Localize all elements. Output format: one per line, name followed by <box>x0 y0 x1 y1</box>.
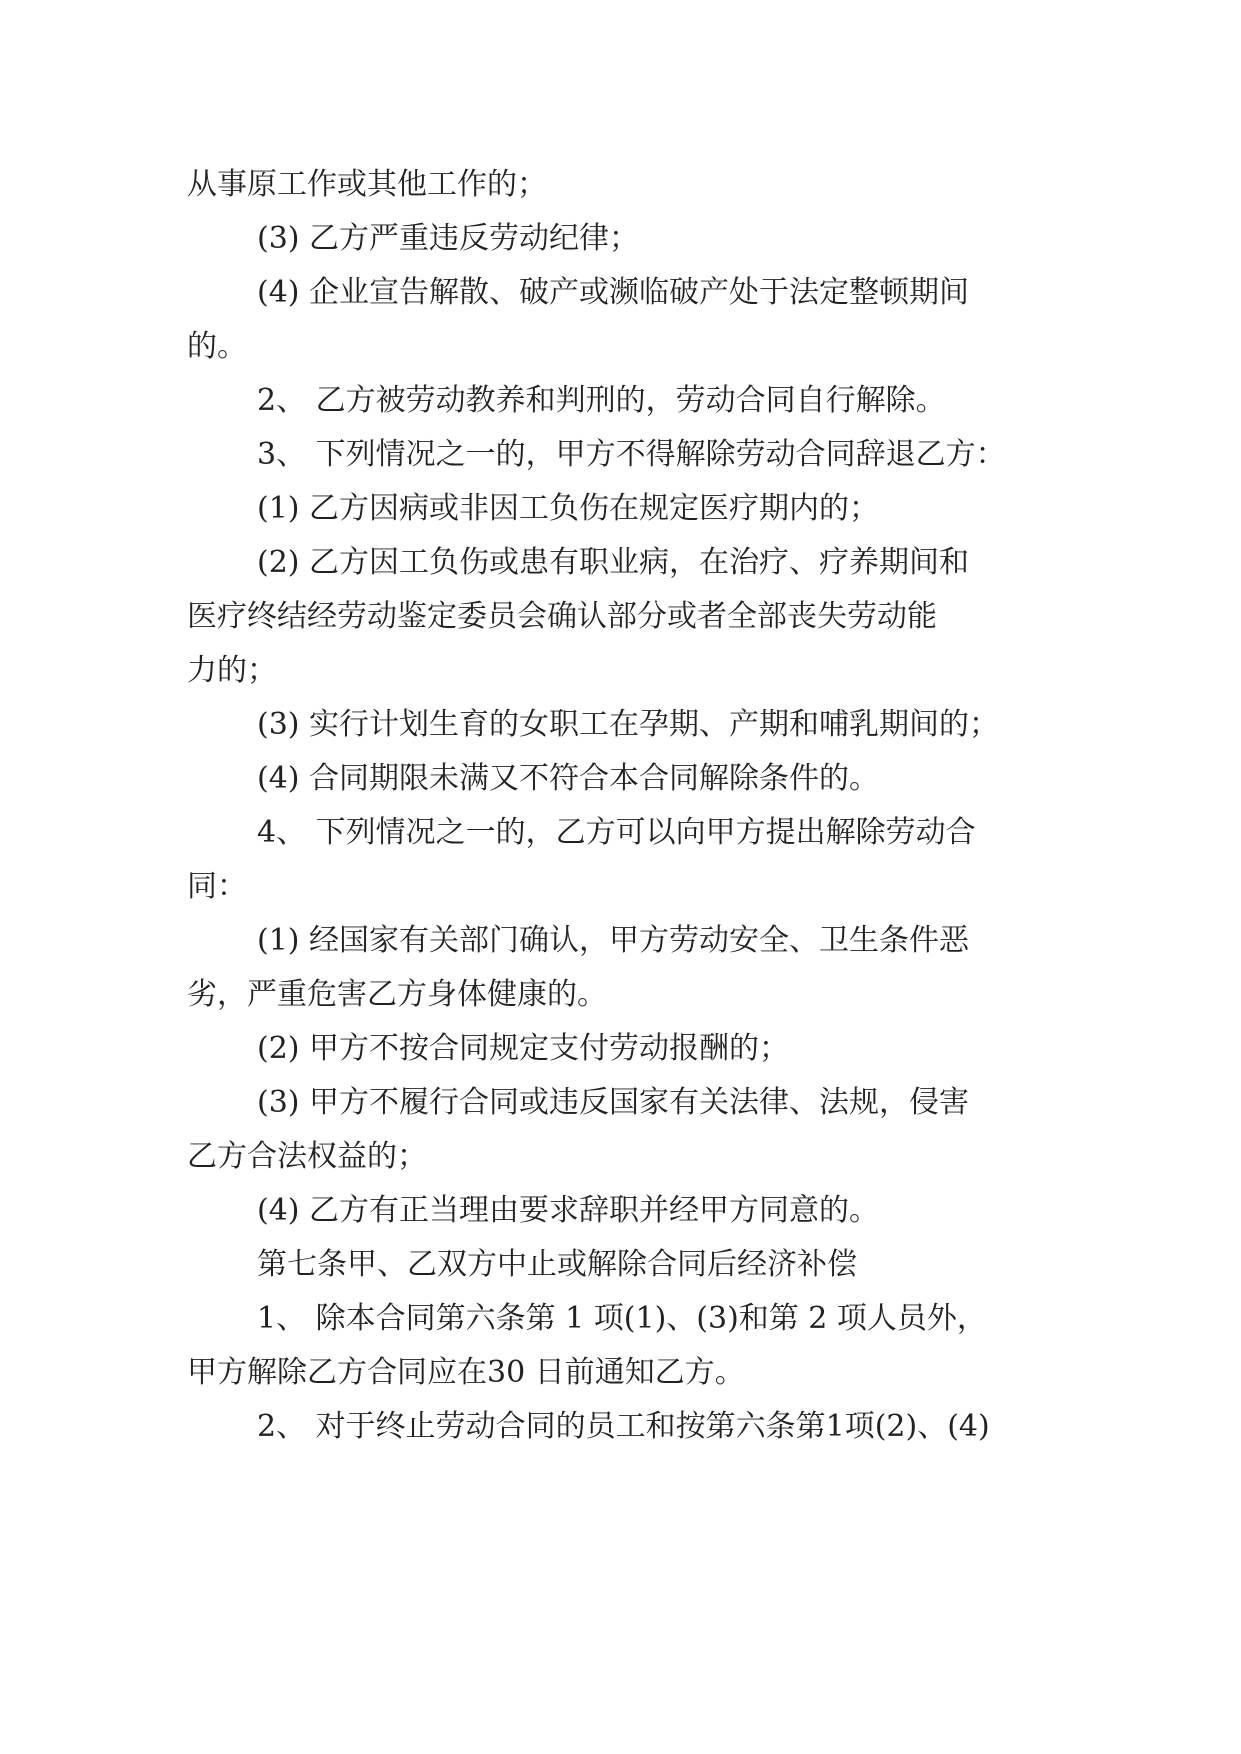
text-line: 同： <box>187 869 247 904</box>
text-line: 劣，严重危害乙方身体健康的。 <box>187 977 607 1012</box>
text-line: 力的； <box>187 653 277 688</box>
text-line: 的。 <box>187 329 247 364</box>
text-line: 第七条甲、乙双方中止或解除合同后经济补偿 <box>257 1247 857 1282</box>
text-line: (4) 合同期限未满又不符合本合同解除条件的。 <box>257 761 880 796</box>
text-line: 乙方合法权益的； <box>187 1139 427 1174</box>
text-line: 4、 下列情况之一的，乙方可以向甲方提出解除劳动合 <box>257 815 976 850</box>
text-line: 1、 除本合同第六条第 1 项(1)、(3)和第 2 项人员外， <box>257 1301 987 1336</box>
text-line: (1) 乙方因病或非因工负伤在规定医疗期内的； <box>257 491 880 526</box>
text-line: (2) 甲方不按合同规定支付劳动报酬的； <box>257 1031 790 1066</box>
text-line: (1) 经国家有关部门确认，甲方劳动安全、卫生条件恶 <box>257 923 970 958</box>
text-line: (4) 企业宣告解散、破产或濒临破产处于法定整顿期间 <box>257 275 970 310</box>
text-line: 2、 乙方被劳动教养和判刑的，劳动合同自行解除。 <box>257 383 946 418</box>
text-line: 从事原工作或其他工作的； <box>187 167 547 202</box>
text-line: (3) 乙方严重违反劳动纪律； <box>257 221 640 256</box>
text-line: 3、 下列情况之一的，甲方不得解除劳动合同辞退乙方： <box>257 437 1006 472</box>
text-line: (3) 甲方不履行合同或违反国家有关法律、法规，侵害 <box>257 1085 970 1120</box>
text-line: 医疗终结经劳动鉴定委员会确认部分或者全部丧失劳动能 <box>187 599 937 634</box>
text-line: 2、 对于终止劳动合同的员工和按第六条第1项(2)、(4) <box>257 1409 990 1444</box>
text-line: (3) 实行计划生育的女职工在孕期、产期和哺乳期间的； <box>257 707 1000 742</box>
text-line: (2) 乙方因工负伤或患有职业病，在治疗、疗养期间和 <box>257 545 970 580</box>
text-line: (4) 乙方有正当理由要求辞职并经甲方同意的。 <box>257 1193 880 1228</box>
document-body <box>187 158 1057 1454</box>
text-line: 甲方解除乙方合同应在30 日前通知乙方。 <box>187 1355 745 1390</box>
